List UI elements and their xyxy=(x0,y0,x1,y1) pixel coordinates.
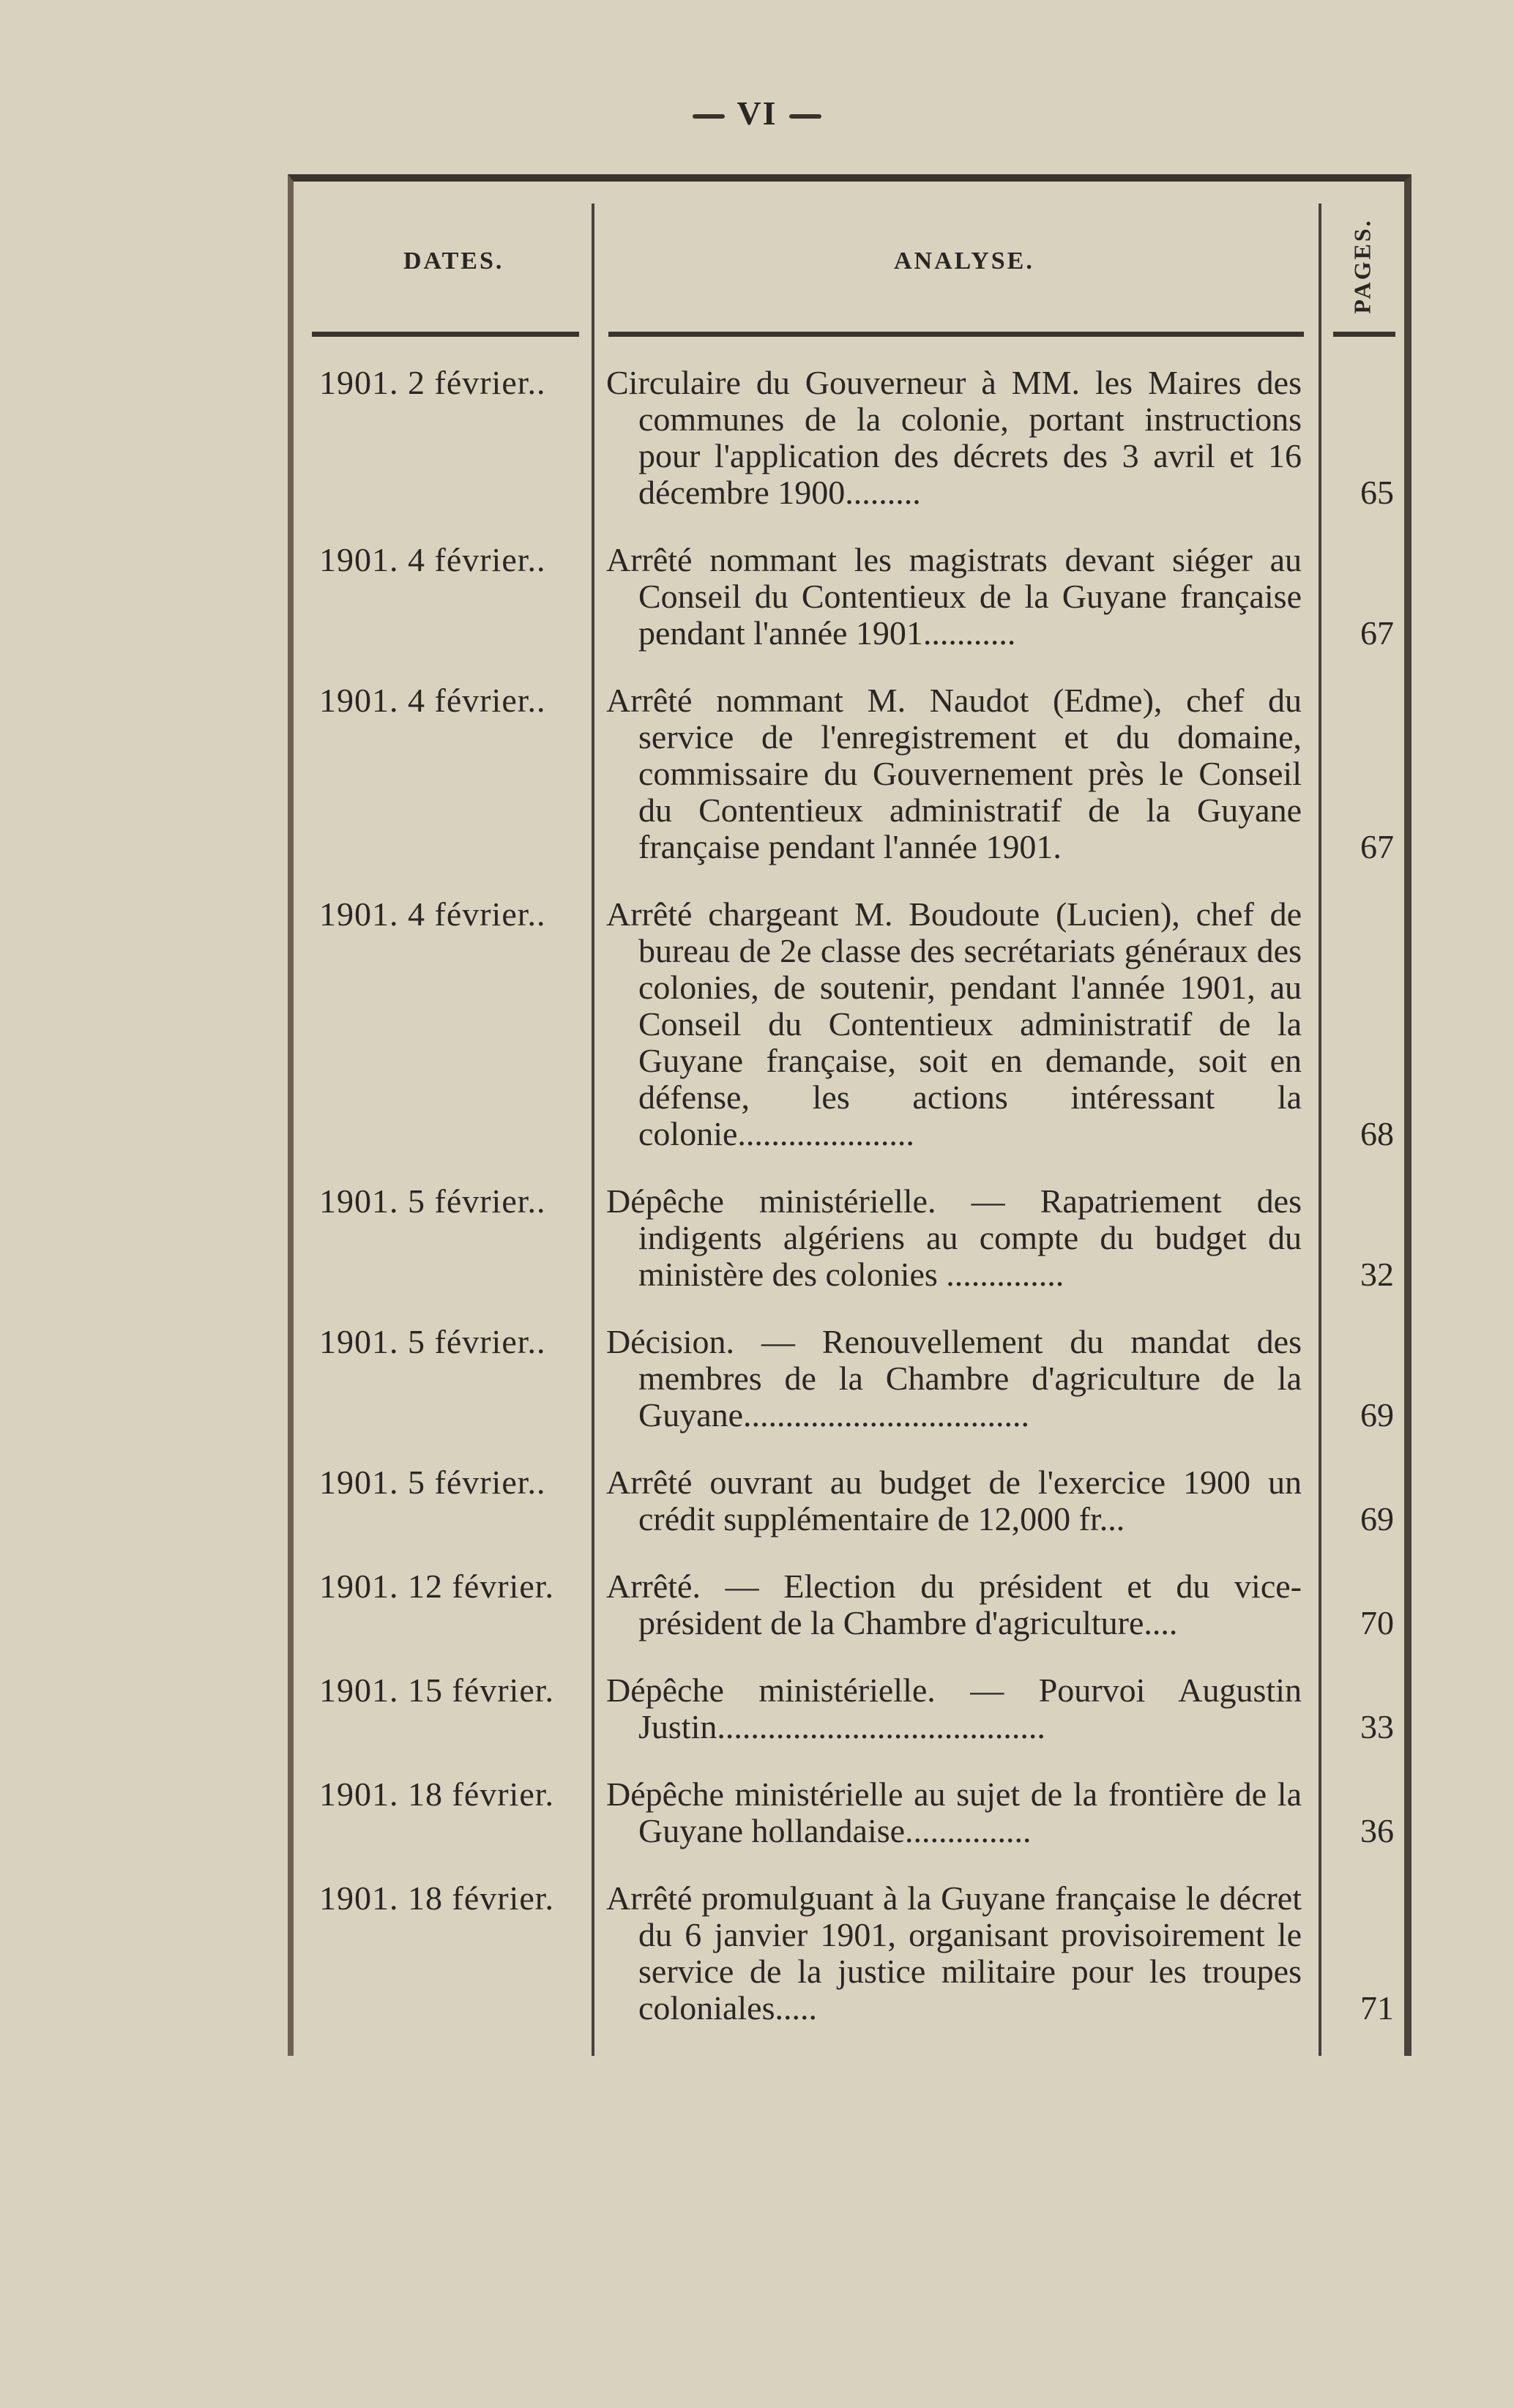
row-analyse-text: Arrêté nommant M. Naudot (Edme), chef du service de l'enregistrement et du domaine, commissaire du Gouvernement près le Conseil du Contentieux administratif de la Guyane française pendant l'année 1901. xyxy=(606,682,1302,865)
table-row xyxy=(294,1776,1404,1849)
analyse-column-header: ANALYSE. xyxy=(894,247,1034,275)
row-analyse xyxy=(592,365,1324,511)
header-rule xyxy=(1333,332,1395,337)
row-analyse-text: Décision. — Renouvellement du mandat des membres de la Chambre d'agriculture de la Guyane.................................. xyxy=(606,1323,1302,1434)
row-analyse xyxy=(592,542,1324,652)
header-rule xyxy=(608,332,1304,337)
row-page: 36 xyxy=(1360,1812,1394,1849)
row-date: 1901. 5 février.. xyxy=(319,1464,546,1501)
row-analyse xyxy=(592,682,1324,865)
row-page: 67 xyxy=(1360,614,1394,652)
row-date: 1901. 4 février.. xyxy=(319,541,546,578)
row-date: 1901. 4 février.. xyxy=(319,682,546,719)
row-page: 65 xyxy=(1360,474,1394,511)
pages-column-header xyxy=(1330,211,1395,321)
row-page: 70 xyxy=(1360,1604,1394,1641)
row-analyse xyxy=(592,1183,1324,1293)
page-header xyxy=(0,94,1514,133)
table-row xyxy=(294,365,1404,511)
row-analyse xyxy=(592,896,1324,1152)
row-date: 1901. 15 février. xyxy=(319,1671,555,1709)
row-analyse xyxy=(592,1880,1324,2027)
table-row xyxy=(294,1183,1404,1293)
row-page: 67 xyxy=(1360,828,1394,865)
row-analyse-text: Arrêté promulguant à la Guyane française le décret du 6 janvier 1901, organisant provisoirement le service de la justice militaire pour les troupes coloniales..... xyxy=(606,1879,1302,2027)
ornament-right xyxy=(789,114,821,119)
row-date: 1901. 18 février. xyxy=(319,1879,555,1917)
row-analyse xyxy=(592,1776,1324,1849)
table-body xyxy=(294,365,1404,2057)
row-date: 1901. 5 février.. xyxy=(319,1182,546,1220)
page-number-roman: VI xyxy=(737,94,777,132)
row-analyse-text: Arrêté nommant les magistrats devant siéger au Conseil du Contentieux de la Guyane française pendant l'année 1901........... xyxy=(606,541,1302,652)
table-row xyxy=(294,1464,1404,1537)
row-analyse-text: Dépêche ministérielle au sujet de la frontière de la Guyane hollandaise............... xyxy=(606,1775,1302,1849)
row-analyse-text: Dépêche ministérielle. — Pourvoi Augustin Justin....................................... xyxy=(606,1671,1302,1745)
pages-header-label: PAGES. xyxy=(1349,217,1376,314)
row-page: 69 xyxy=(1360,1500,1394,1537)
dates-column-header: DATES. xyxy=(403,247,504,275)
index-table xyxy=(288,174,1412,2056)
row-analyse xyxy=(592,1324,1324,1434)
table-row xyxy=(294,1880,1404,2027)
row-page: 33 xyxy=(1360,1708,1394,1745)
table-row xyxy=(294,1568,1404,1641)
row-date: 1901. 4 février.. xyxy=(319,895,546,933)
row-page: 68 xyxy=(1360,1115,1394,1152)
table-row xyxy=(294,682,1404,865)
row-analyse-text: Dépêche ministérielle. — Rapatriement des indigents algériens au compte du budget du ministère des colonies .............. xyxy=(606,1182,1302,1293)
row-page: 71 xyxy=(1360,1989,1394,2027)
row-date: 1901. 2 février.. xyxy=(319,364,546,401)
row-analyse xyxy=(592,1568,1324,1641)
row-analyse-text: Arrêté ouvrant au budget de l'exercice 1900 un crédit supplémentaire de 12,000 fr... xyxy=(606,1464,1302,1537)
row-page: 69 xyxy=(1360,1396,1394,1434)
table-row xyxy=(294,1672,1404,1745)
table-row xyxy=(294,542,1404,652)
row-analyse xyxy=(592,1464,1324,1537)
row-date: 1901. 5 février.. xyxy=(319,1323,546,1360)
row-analyse-text: Arrêté chargeant M. Boudoute (Lucien), chef de bureau de 2e classe des secrétariats généraux des colonies, de soutenir, pendant l'année 1901, au Conseil du Contentieux administratif de la Guyane française, soit en demande, soit en défense, les actions intéressant la colonie..................... xyxy=(606,895,1302,1152)
ornament-left xyxy=(693,114,725,119)
row-page: 32 xyxy=(1360,1256,1394,1293)
row-analyse xyxy=(592,1672,1324,1745)
row-date: 1901. 18 février. xyxy=(319,1775,555,1813)
row-date: 1901. 12 février. xyxy=(319,1568,555,1605)
row-analyse-text: Circulaire du Gouverneur à MM. les Maires des communes de la colonie, portant instructions pour l'application des décrets des 3 avril et 16 décembre 1900......... xyxy=(606,364,1302,511)
table-row xyxy=(294,896,1404,1152)
header-rule xyxy=(312,332,579,337)
row-analyse-text: Arrêté. — Election du président et du vice-président de la Chambre d'agriculture.... xyxy=(606,1568,1302,1641)
table-row xyxy=(294,1324,1404,1434)
